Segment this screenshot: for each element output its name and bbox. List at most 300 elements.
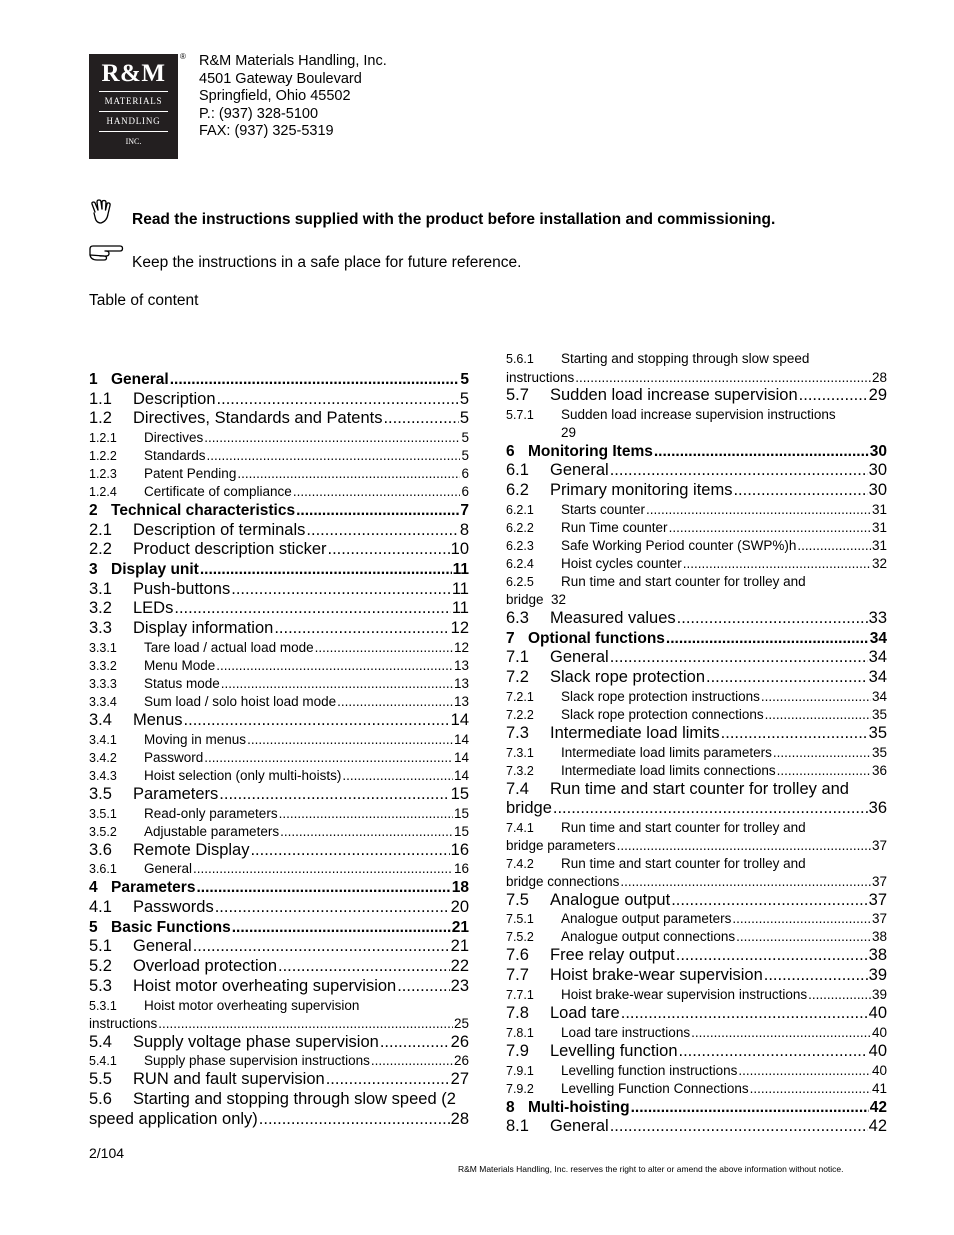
toc-number: 5.3 (89, 976, 112, 995)
toc-leader (736, 928, 871, 946)
hand-warning-icon (89, 199, 115, 225)
toc-page: 22 (450, 957, 469, 976)
toc-leader (706, 668, 868, 688)
toc-leader (232, 918, 451, 938)
toc-number: 7.2.2 (506, 707, 534, 722)
toc-title: Optional functions (528, 629, 665, 647)
toc-leader (217, 390, 459, 410)
keep-notice: Keep the instructions in a safe place for future reference. (132, 254, 522, 271)
toc-page: 33 (868, 608, 887, 627)
toc-number: 5.7.1 (506, 407, 534, 422)
toc-leader (337, 693, 453, 711)
toc-entry-6-2-2[interactable] (506, 519, 887, 537)
toc-leader (610, 648, 868, 668)
toc-entry-1-1[interactable] (89, 390, 469, 410)
toc-number: 1.2.2 (89, 449, 117, 464)
toc-page: 18 (451, 879, 469, 897)
toc-title: General (111, 371, 169, 388)
toc-title: Sudden load increase supervision instructions (561, 406, 836, 422)
toc-leader (397, 977, 449, 997)
toc-entry-3-5-1[interactable] (89, 805, 469, 823)
toc-entry-3-3-3[interactable] (89, 675, 469, 693)
toc-entry-3-4-2[interactable] (89, 749, 469, 767)
toc-number: 3.4 (89, 711, 112, 730)
toc-number: 4 (89, 879, 98, 897)
toc-entry-line (89, 1015, 469, 1033)
toc-entry-7-4-2[interactable] (506, 855, 887, 891)
toc-number: 2.1 (89, 520, 112, 539)
toc-title: Parameters (111, 879, 196, 897)
toc-entry-7-7-1[interactable] (506, 986, 887, 1004)
toc-number: 3.2 (89, 599, 112, 618)
toc-number: 7.7.1 (506, 987, 534, 1002)
toc-page: 5 (460, 371, 469, 388)
toc-entry-7-6[interactable] (506, 946, 887, 966)
toc-leader (216, 657, 453, 675)
toc-title: Sudden load increase supervision (550, 386, 798, 404)
toc-page: 40 (868, 1003, 887, 1022)
toc-leader (669, 519, 871, 537)
toc-title: Monitoring Items (528, 442, 653, 460)
toc-number: 5.5 (89, 1070, 112, 1089)
toc-entry-1[interactable] (89, 370, 469, 390)
toc-leader (676, 946, 868, 966)
toc-title: Supply voltage phase supervision (133, 1032, 379, 1051)
toc-entry-6-2-5[interactable] (506, 573, 887, 609)
toc-title: Run Time counter (561, 519, 668, 535)
toc-entry-7-8-1[interactable] (506, 1024, 887, 1042)
toc-number: 6.2.2 (506, 520, 534, 535)
logo-inc: INC. (125, 137, 142, 146)
toc-leader (280, 823, 453, 841)
toc-page: 36 (868, 799, 887, 818)
toc-entry-6-2[interactable] (506, 481, 887, 501)
toc-entry-7-9-1[interactable] (506, 1062, 887, 1080)
toc-number: 7.3.2 (506, 763, 534, 778)
toc-entry-line (506, 819, 887, 838)
toc-entry-5-7[interactable] (506, 386, 887, 406)
toc-title: Intermediate load limits parameters (561, 744, 772, 760)
toc-page: 21 (451, 918, 469, 936)
toc-number: 5.2 (89, 957, 112, 976)
toc-page: 5 (461, 430, 469, 446)
toc-title: Run time and start counter for trolley and (561, 819, 806, 835)
toc-entry-3-1[interactable] (89, 580, 469, 600)
toc-entry-line (506, 837, 887, 855)
toc-entry-6-3[interactable] (506, 609, 887, 629)
toc-entry-6-2-4[interactable] (506, 555, 887, 573)
toc-page: 34 (868, 648, 887, 667)
toc-page: 35 (871, 706, 887, 722)
toc-leader (342, 767, 453, 785)
toc-title: Hoist cycles counter (561, 555, 682, 571)
toc-leader (765, 706, 871, 724)
toc-entry-7-9-2[interactable] (506, 1080, 887, 1098)
toc-entry-5[interactable] (89, 918, 469, 938)
toc-page: 11 (451, 579, 469, 598)
toc-title-cont: 29 (561, 425, 577, 441)
toc-page: 15 (453, 823, 469, 839)
toc-entry-7-2-1[interactable] (506, 688, 887, 706)
toc-number: 6.2.4 (506, 556, 534, 571)
toc-title: Starting and stopping through slow speed (2 (133, 1090, 456, 1109)
toc-entry-5-3[interactable] (89, 977, 469, 997)
toc-page: 23 (450, 976, 469, 995)
toc-title: General (550, 648, 609, 667)
toc-entry-3-6-1[interactable] (89, 860, 469, 878)
toc-entry-2-2[interactable] (89, 540, 469, 560)
toc-title: Slack rope protection instructions (561, 688, 760, 704)
toc-leader (193, 860, 453, 878)
toc-page: 32 (871, 555, 887, 571)
toc-entry-5-6[interactable] (89, 1090, 469, 1129)
toc-title: Certificate of compliance (144, 484, 292, 500)
toc-number: 7.1 (506, 648, 529, 667)
toc-title: Run time and start counter for trolley and (550, 779, 849, 798)
company-name: R&M Materials Handling, Inc. (199, 53, 387, 69)
toc-title: Slack rope protection (550, 667, 706, 686)
toc-entry-line (506, 873, 887, 891)
toc-entry-4[interactable] (89, 878, 469, 898)
toc-title: Parameters (133, 784, 219, 803)
toc-title: Free relay output (550, 946, 675, 965)
toc-entry-6[interactable] (506, 442, 887, 462)
toc-leader (750, 1080, 871, 1098)
toc-leader (671, 891, 867, 911)
toc-leader (293, 483, 461, 501)
toc-title: Hoist motor overheating supervision (133, 976, 397, 995)
toc-entry-3[interactable] (89, 560, 469, 580)
toc-number: 7.8.1 (506, 1025, 534, 1040)
toc-entry-5-4[interactable] (89, 1033, 469, 1053)
toc-leader (666, 629, 869, 649)
toc-number: 7.5.2 (506, 930, 534, 945)
toc-number: 5.3.1 (89, 998, 117, 1013)
toc-title: LEDs (133, 599, 174, 618)
toc-page: 37 (871, 911, 887, 927)
toc-leader (733, 481, 867, 501)
toc-leader (773, 744, 871, 762)
toc-page: 15 (453, 805, 469, 821)
toc-number: 7.5 (506, 890, 529, 909)
toc-entry-3-4-3[interactable] (89, 767, 469, 785)
toc-page: 27 (450, 1070, 469, 1089)
toc-entry-5-1[interactable] (89, 937, 469, 957)
toc-entry-3-4[interactable] (89, 711, 469, 731)
toc-page: 34 (869, 629, 887, 647)
toc-title-cont: bridge connections (506, 874, 620, 890)
toc-entry-5-4-1[interactable] (89, 1052, 469, 1070)
toc-leader (797, 537, 871, 555)
toc-entry-line (89, 1090, 469, 1110)
toc-entry-line (506, 855, 887, 874)
toc-number: 6.2.3 (506, 538, 534, 553)
toc-page: 28 (450, 1109, 469, 1128)
toc-title: Multi-hoisting (528, 1098, 630, 1116)
toc-entry-7-3-1[interactable] (506, 744, 887, 762)
toc-leader (738, 1062, 871, 1080)
toc-entry-7-4[interactable] (506, 780, 887, 819)
toc-leader (380, 1033, 450, 1053)
toc-title: RUN and fault supervision (133, 1070, 325, 1089)
toc-number: 3.6 (89, 840, 112, 859)
toc-title: Intermediate load limits connections (561, 762, 776, 778)
toc-entry-7-8[interactable] (506, 1004, 887, 1024)
toc-number: 6 (506, 442, 515, 460)
toc-page: 13 (453, 658, 469, 674)
toc-entry-line (506, 369, 887, 387)
toc-leader (279, 805, 453, 823)
toc-entry-7-1[interactable] (506, 648, 887, 668)
toc-leader (677, 609, 868, 629)
company-phone: P.: (937) 328-5100 (199, 105, 319, 122)
toc-number: 3.3.4 (89, 695, 117, 710)
toc-leader (328, 540, 450, 560)
toc-title: Levelling function (550, 1041, 678, 1060)
toc-entry-7-5[interactable] (506, 891, 887, 911)
toc-entry-7-3[interactable] (506, 724, 887, 744)
toc-number: 2 (89, 502, 98, 520)
toc-title: Directives (144, 430, 204, 446)
toc-number: 7.2.1 (506, 689, 534, 704)
toc-title: Hoist selection (only multi-hoists) (144, 767, 342, 783)
logo-rm: R&M (101, 60, 166, 87)
toc-page: 13 (453, 694, 469, 710)
toc-number: 1.2.4 (89, 485, 117, 500)
toc-entry-7-2[interactable] (506, 668, 887, 688)
toc-title: Slack rope protection connections (561, 706, 764, 722)
toc-page: 7 (460, 502, 469, 520)
toc-number: 7.8 (506, 1003, 529, 1022)
toc-entry-5-3-1[interactable] (89, 997, 469, 1033)
toc-leader (326, 1070, 450, 1090)
toc-number: 3.5.2 (89, 824, 117, 839)
registered-mark: ® (180, 52, 186, 61)
toc-entry-3-2[interactable] (89, 599, 469, 619)
toc-title: Starting and stopping through slow speed (561, 351, 810, 366)
toc-entry-1-2-4[interactable] (89, 483, 469, 501)
toc-number: 6.3 (506, 608, 529, 627)
toc-number: 5.1 (89, 937, 112, 956)
toc-leader (259, 1110, 450, 1130)
toc-entry-7-9[interactable] (506, 1042, 887, 1062)
toc-entry-6-2-1[interactable] (506, 501, 887, 519)
toc-page: 35 (868, 723, 887, 742)
toc-entry-1-2-2[interactable] (89, 447, 469, 465)
toc-entry-7[interactable] (506, 629, 887, 649)
toc-title: Description (133, 389, 216, 408)
toc-title: Intermediate load limits (550, 723, 720, 742)
toc-entry-5-5[interactable] (89, 1070, 469, 1090)
toc-title: Hoist motor overheating supervision (144, 997, 360, 1013)
toc-leader (761, 688, 871, 706)
company-fax: FAX: (937) 325-5319 (199, 123, 334, 140)
toc-entry-3-3-2[interactable] (89, 657, 469, 675)
toc-leader (204, 429, 460, 447)
toc-entry-7-3-2[interactable] (506, 762, 887, 780)
toc-page: 26 (450, 1032, 469, 1051)
toc-entry-line (506, 799, 887, 819)
toc-entry-7-2-2[interactable] (506, 706, 887, 724)
warning-notice: Read the instructions supplied with the product before installation and commissioning. (132, 211, 776, 228)
toc-title: Starts counter (561, 501, 646, 517)
toc-entry-3-6[interactable] (89, 841, 469, 861)
toc-leader (315, 639, 453, 657)
toc-number: 6.2 (506, 481, 529, 500)
toc-leader (306, 521, 458, 541)
toc-leader (231, 580, 451, 600)
toc-leader (621, 1004, 868, 1024)
toc-number: 3.4.2 (89, 750, 117, 765)
toc-title: Sum load / solo hoist load mode (144, 694, 337, 710)
toc-entry-line (506, 780, 887, 800)
toc-entry-7-4-1[interactable] (506, 819, 887, 855)
toc-title: Display information (133, 619, 274, 638)
toc-number: 7.4.1 (506, 820, 534, 835)
toc-page: 5 (459, 389, 469, 408)
toc-leader (219, 785, 449, 805)
toc-title: Levelling Function Connections (561, 1080, 749, 1096)
toc-number: 1.2.1 (89, 431, 117, 446)
toc-title-cont: instructions (506, 369, 575, 385)
toc-page: 37 (868, 890, 887, 909)
toc-page: 40 (871, 1062, 887, 1078)
logo-materials: MATERIALS (104, 96, 163, 106)
toc-entry-3-4-1[interactable] (89, 731, 469, 749)
toc-entry-5-6-1[interactable] (506, 350, 887, 386)
toc-title-cont: instructions (89, 1016, 158, 1032)
toc-entry-3-3-4[interactable] (89, 693, 469, 711)
toc-title: Load tare (550, 1003, 620, 1022)
toc-title: Supply phase supervision instructions (144, 1053, 370, 1069)
toc-page: 38 (868, 946, 887, 965)
toc-page: 38 (871, 929, 887, 945)
toc-title: Product description sticker (133, 540, 327, 559)
toc-entry-7-5-2[interactable] (506, 928, 887, 946)
toc-page: 30 (869, 442, 887, 460)
toc-number: 7.9 (506, 1041, 529, 1060)
toc-page: 42 (869, 1098, 887, 1116)
company-street: 4501 Gateway Boulevard (199, 70, 362, 87)
toc-title: General (144, 861, 193, 877)
toc-title: Passwords (133, 897, 214, 916)
toc-entry-1-2-3[interactable] (89, 465, 469, 483)
toc-entry-4-1[interactable] (89, 898, 469, 918)
toc-leader (654, 442, 869, 462)
toc-page: 30 (868, 481, 887, 500)
toc-entry-2-1[interactable] (89, 521, 469, 541)
toc-entry-1-2-1[interactable] (89, 429, 469, 447)
toc-entry-line (506, 406, 887, 425)
toc-number: 3.3.2 (89, 659, 117, 674)
toc-title: Primary monitoring items (550, 481, 733, 500)
toc-entry-1-2[interactable] (89, 409, 469, 429)
toc-leader (207, 447, 461, 465)
page-number: 2/104 (89, 1145, 125, 1161)
toc-leader (193, 937, 450, 957)
toc-number: 6.2.1 (506, 502, 534, 517)
toc-leader (196, 878, 450, 898)
toc-entry-2[interactable] (89, 501, 469, 521)
toc-entry-5-7-1[interactable] (506, 406, 887, 442)
toc-entry-3-3-1[interactable] (89, 639, 469, 657)
toc-leader (575, 369, 871, 387)
toc-page: 6 (461, 484, 469, 500)
toc-number: 5 (89, 918, 98, 936)
toc-page: 6 (461, 466, 469, 482)
toc-page: 14 (453, 749, 469, 765)
toc-leader (691, 1024, 871, 1042)
toc-number: 7 (506, 629, 515, 647)
toc-number: 5.6.1 (506, 352, 534, 366)
toc-page: 10 (450, 540, 469, 559)
toc-entry-6-1[interactable] (506, 461, 887, 481)
toc-page: 40 (871, 1024, 887, 1040)
toc-number: 3.1 (89, 579, 112, 598)
toc-title: Technical characteristics (111, 502, 296, 520)
company-address (199, 53, 387, 141)
toc-leader (799, 386, 868, 406)
toc-entry-8[interactable] (506, 1098, 887, 1118)
toc-number: 3.3.1 (89, 641, 117, 656)
toc-leader (764, 966, 868, 986)
toc-leader (732, 910, 871, 928)
toc-title: Levelling function instructions (561, 1062, 738, 1078)
toc-number: 1.2 (89, 409, 112, 428)
toc-entry-3-5-2[interactable] (89, 823, 469, 841)
toc-leader (215, 898, 450, 918)
toc-entry-7-7[interactable] (506, 966, 887, 986)
toc-page: 14 (453, 731, 469, 747)
toc-leader (371, 1052, 453, 1070)
toc-leader (721, 724, 868, 744)
toc-number: 7.9.2 (506, 1081, 534, 1096)
toc-title: Push-buttons (133, 579, 231, 598)
toc-entry-5-2[interactable] (89, 957, 469, 977)
toc-number: 7.3.1 (506, 745, 534, 760)
toc-number: 6.2.5 (506, 574, 534, 589)
toc-entry-7-5-1[interactable] (506, 910, 887, 928)
toc-page: 31 (871, 501, 887, 517)
toc-title: Load tare instructions (561, 1024, 691, 1040)
toc-page: 11 (452, 561, 469, 579)
toc-entry-line (506, 350, 887, 369)
toc-entry-6-2-3[interactable] (506, 537, 887, 555)
toc-page: 13 (453, 676, 469, 692)
toc-number: 1 (89, 371, 98, 388)
toc-left-column (89, 370, 469, 1129)
toc-page: 11 (451, 599, 469, 618)
toc-title: Adjustable parameters (144, 823, 280, 839)
toc-page: 37 (871, 874, 887, 890)
toc-page: 30 (868, 461, 887, 480)
toc-number: 8 (506, 1098, 515, 1116)
toc-entry-3-3[interactable] (89, 619, 469, 639)
toc-entry-line (89, 997, 469, 1016)
toc-page: 21 (450, 937, 469, 956)
toc-title: Status mode (144, 676, 220, 692)
footer-disclaimer: R&M Materials Handling, Inc. reserves the right to alter or amend the above information without notice. (458, 1164, 844, 1174)
toc-title: General (550, 461, 609, 480)
toc-number: 7.3 (506, 723, 529, 742)
toc-title: Hoist brake-wear supervision instructions (561, 986, 808, 1002)
toc-entry-8-1[interactable] (506, 1117, 887, 1137)
toc-leader (620, 873, 871, 891)
toc-entry-3-5[interactable] (89, 785, 469, 805)
toc-leader (174, 599, 451, 619)
toc-page: 39 (871, 986, 887, 1002)
toc-leader (237, 465, 460, 483)
